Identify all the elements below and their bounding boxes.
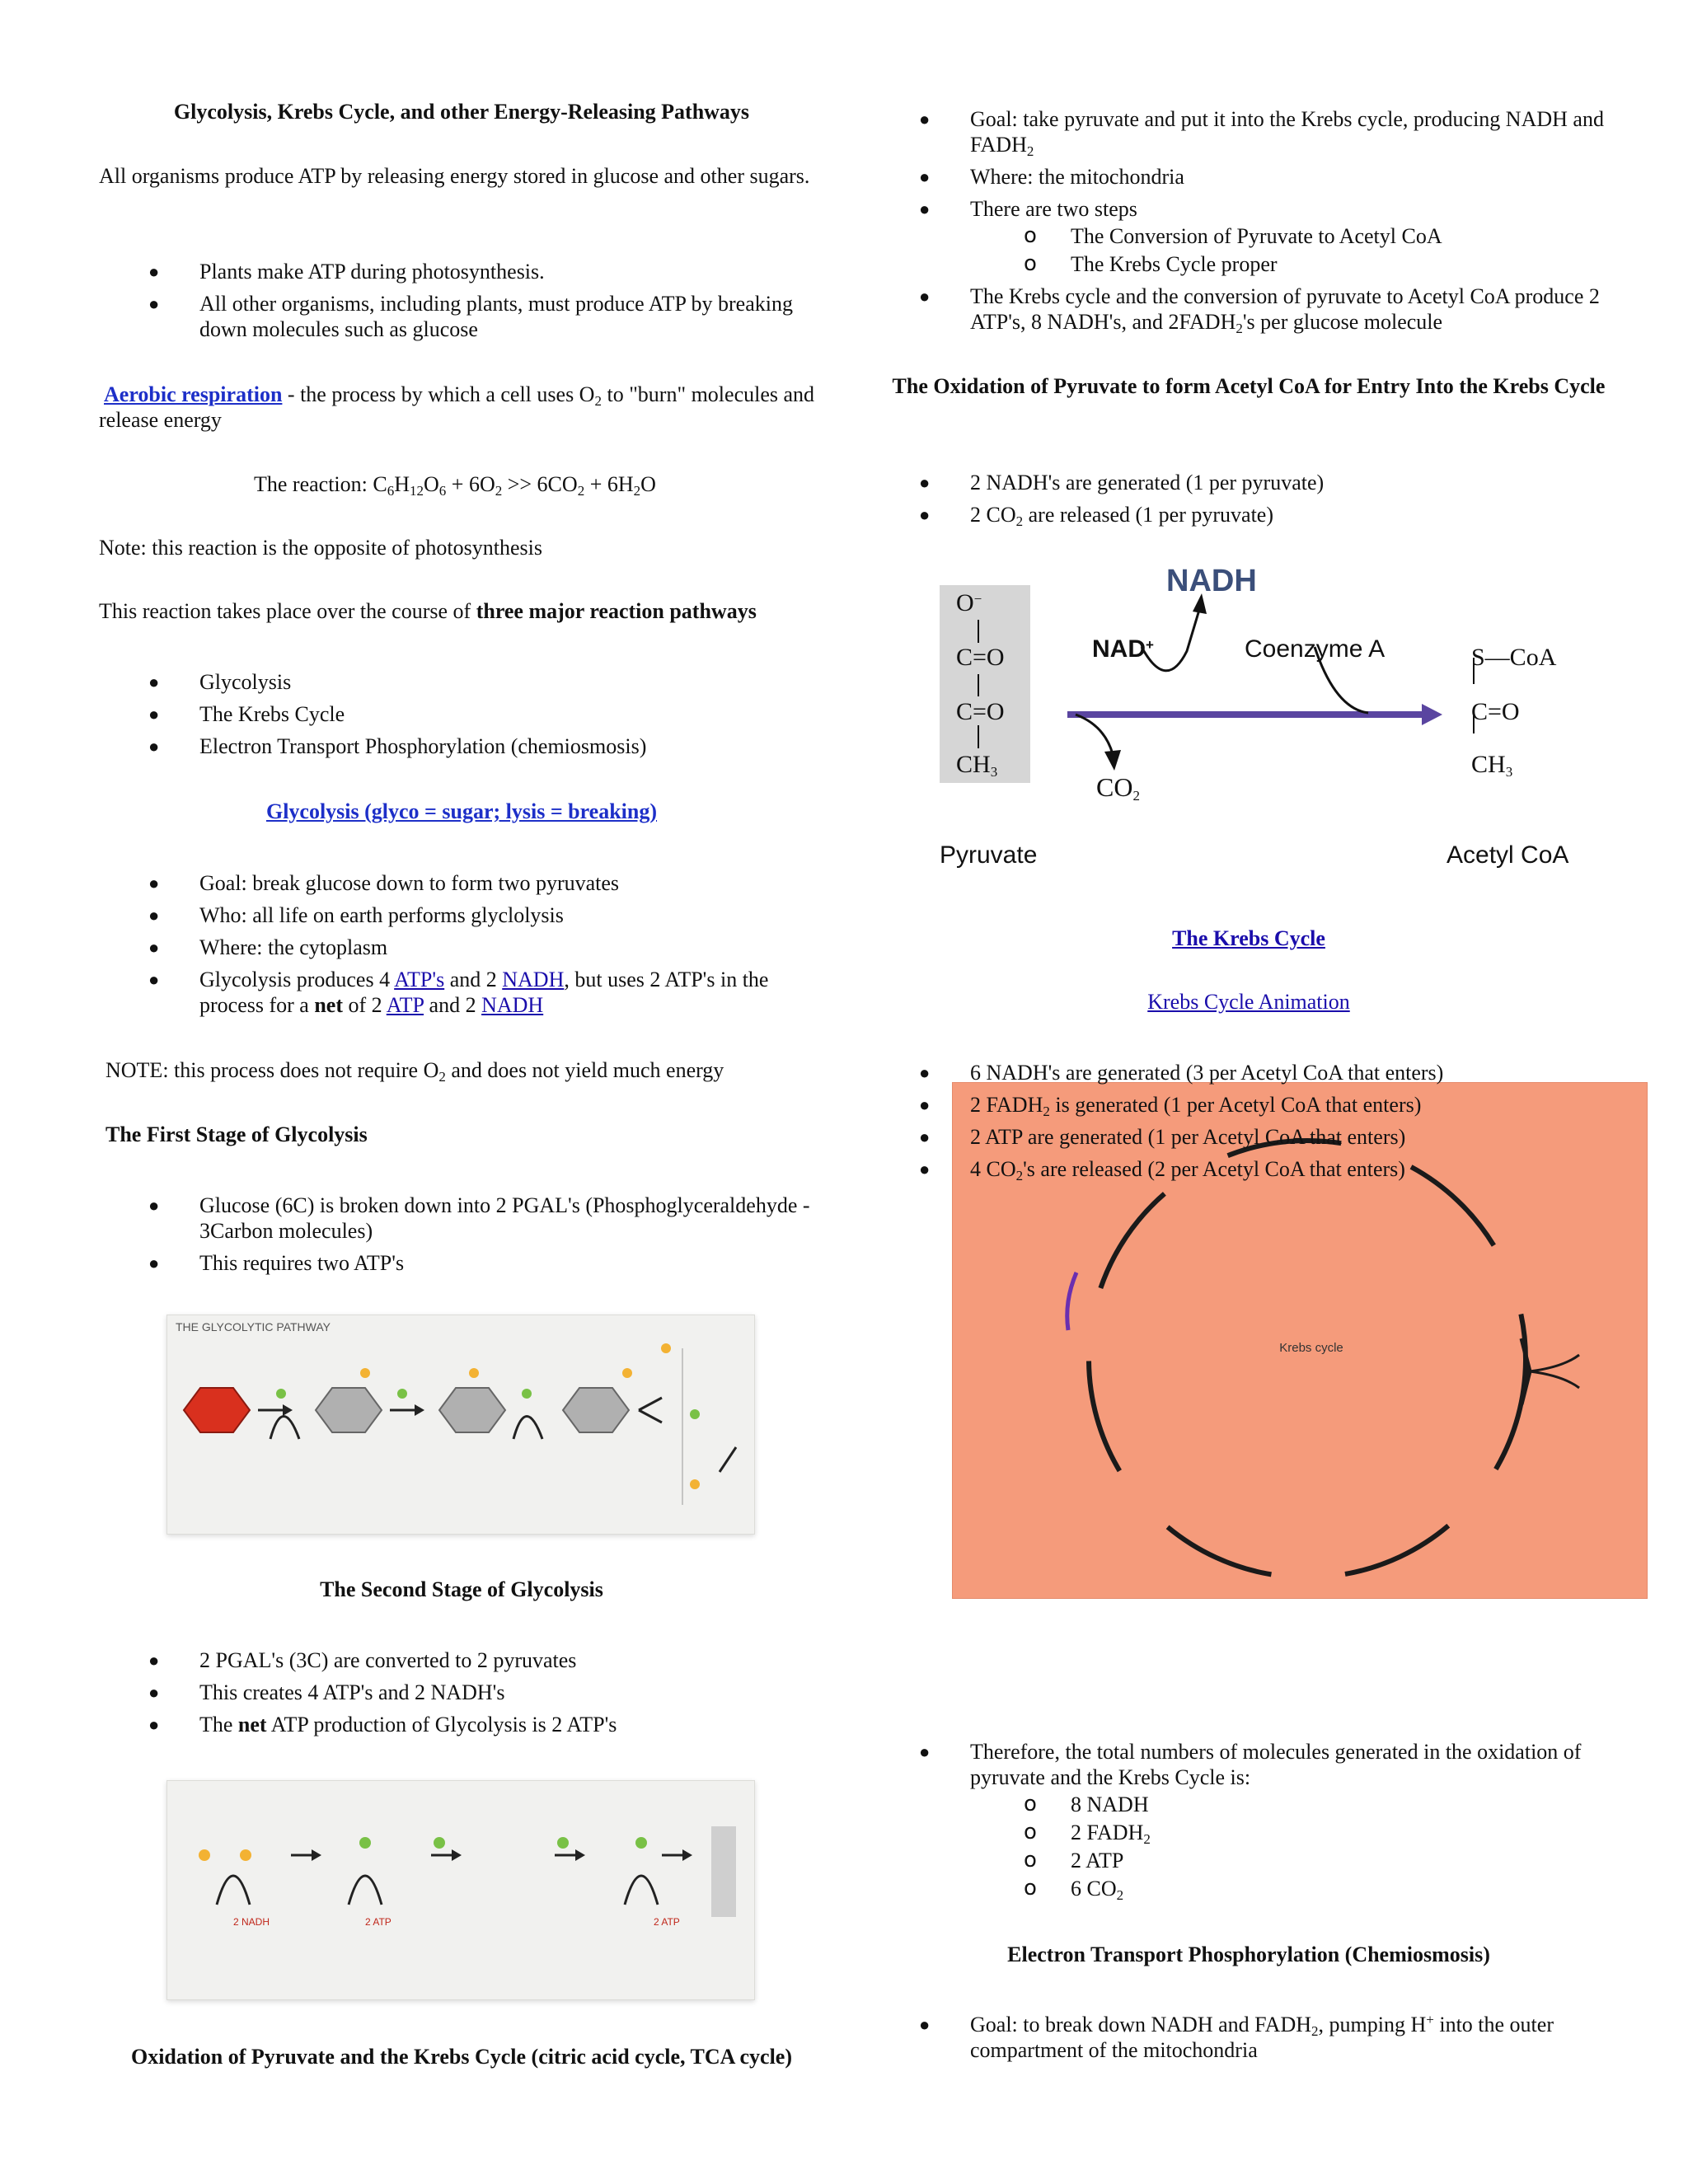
text: Glycolysis produces 4 — [199, 968, 395, 991]
pathways-bold: three major reaction pathways — [476, 599, 757, 623]
list-item: ● 2 $FADH_2$ is generated (1 per Acetyl CoA that enters) — [870, 1092, 1628, 1118]
list-item: ● 2 PGAL's (3C) are converted to 2 pyruvates — [99, 1647, 824, 1673]
list-item: ● The Krebs cycle and the conversion of pyruvate to Acetyl CoA produce 2 ATP's, 8 NADH's, and $2FADH_2's$ per glucose molecule — [870, 284, 1628, 335]
list-item: ● Who: all life on earth performs glyclolysis — [99, 902, 824, 928]
acetyl-coa-label: Acetyl CoA — [1447, 841, 1569, 869]
reaction-label: The reaction: C — [254, 472, 387, 496]
co2-label: $CO_2$ — [1096, 772, 1140, 804]
note-no-oxygen: NOTE: this process does not require $O_2$ and does not yield much energy — [106, 1058, 724, 1085]
pathways-intro — [99, 598, 824, 624]
glycolysis-stage2-diagram — [167, 1781, 754, 1999]
second-stage-bullets — [99, 1647, 824, 1744]
list-item: ● Where: the cytoplasm — [99, 935, 824, 960]
text: and 2 — [424, 993, 482, 1017]
sub-list-item: o 2 ATP — [970, 1848, 1628, 1873]
list-item: ● Glucose (6C) is broken down into 2 PGAL's (Phosphoglyceraldehyde - 3Carbon molecules) — [99, 1193, 824, 1244]
aerobic-respiration-link[interactable]: Aerobic respiration — [104, 382, 283, 406]
glycolysis-stage1-diagram — [167, 1315, 754, 1534]
list-item: ● Goal: break glucose down to form two pyruvates — [99, 870, 824, 896]
page-title: Glycolysis, Krebs Cycle, and other Energy-Releasing Pathways — [173, 100, 750, 124]
list-item: ● Plants make ATP during photosynthesis. — [99, 259, 824, 284]
text: The Krebs cycle and the conversion of pyruvate to Acetyl CoA produce 2 ATP's, 8 NADH's, and 2FADH — [970, 284, 1600, 334]
nadh-link[interactable]: NADH — [502, 968, 565, 991]
krebs-intro-bullets — [870, 106, 1628, 341]
text: There are two steps — [970, 197, 1137, 221]
list-item: ● All other organisms, including plants, must produce ATP by breaking down molecules such as glucose — [99, 291, 824, 342]
aerobic-text: - the process by which a cell uses O — [282, 382, 595, 406]
list-item: ● Electron Transport Phosphorylation (chemiosmosis) — [99, 733, 824, 759]
text: 2 FADH — [970, 1093, 1043, 1117]
coenzyme-a-label: Coenzyme A — [1245, 635, 1386, 663]
text: and does not yield much energy — [445, 1058, 724, 1082]
krebs-bullets — [870, 1060, 1628, 1188]
text: of 2 — [343, 993, 387, 1017]
totals-bullets — [870, 1739, 1628, 1908]
text: 's per glucose molecule — [1242, 310, 1443, 334]
oxidation-bullets — [870, 470, 1628, 534]
krebs-cycle-link[interactable]: The Krebs Cycle — [1172, 926, 1325, 950]
krebs-cycle-heading[interactable] — [870, 926, 1628, 951]
note-opposite: Note: this reaction is the opposite of photosynthesis — [99, 536, 542, 560]
pyruvate-conversion-diagram — [940, 564, 1582, 882]
figure-title: THE GLYCOLYTIC PATHWAY — [176, 1320, 331, 1333]
text: Goal: to break down NADH and FADH — [970, 2013, 1312, 2036]
text: Goal: take pyruvate and put it into the Krebs cycle, producing NADH and FADH — [970, 107, 1604, 157]
conversion-arrows — [940, 564, 1582, 882]
list-item — [870, 196, 1628, 277]
oxidation-heading: Oxidation of Pyruvate and the Krebs Cycle (citric acid cycle, TCA cycle) — [130, 2045, 792, 2069]
nadh-label: NADH — [1166, 564, 1257, 598]
atp-link[interactable]: ATP — [386, 993, 424, 1017]
list-item: ● The Krebs Cycle — [99, 701, 824, 727]
pyruvate-o-minus: O− — [956, 589, 982, 616]
etp-bullets — [870, 2012, 1628, 2069]
krebs-animation-link[interactable]: Krebs Cycle Animation — [1147, 990, 1350, 1014]
list-item — [99, 1712, 824, 1737]
pyruvate-ch3: $CH_3$ — [956, 751, 998, 780]
list-item: ● Goal: to break down NADH and $FADH_2$, pumping H+ into the outer compartment of the mitochondria — [870, 2012, 1628, 2063]
glycolysis-bullets — [99, 870, 824, 1024]
second-stage-heading: The Second Stage of Glycolysis — [320, 1577, 603, 1601]
pyruvate-co-1: C=O — [956, 644, 1005, 671]
aerobic-paragraph: Aerobic respiration - the process by which a cell uses $O_2$ to "burn" molecules and release energy — [99, 382, 815, 432]
steps-sublist — [970, 223, 1628, 277]
acetyl-ch3: $CH_3$ — [1471, 751, 1513, 780]
list-item: ● Where: the mitochondria — [870, 164, 1628, 190]
text: NOTE: this process does not require O — [106, 1058, 439, 1082]
list-item — [99, 967, 824, 1018]
text: ATP production of Glycolysis is 2 ATP's — [266, 1713, 617, 1736]
etp-heading: Electron Transport Phosphorylation (Chemiosmosis) — [1007, 1943, 1490, 1966]
first-stage-heading: The First Stage of Glycolysis — [106, 1122, 368, 1146]
nadh-link-2[interactable]: NADH — [481, 993, 544, 1017]
text: 4 CO — [970, 1157, 1016, 1181]
oxidation-pyruvate-heading: The Oxidation of Pyruvate to form Acetyl CoA for Entry Into the Krebs Cycle — [892, 374, 1606, 398]
list-item: ● This creates 4 ATP's and 2 NADH's — [99, 1680, 824, 1705]
list-item — [870, 1739, 1628, 1901]
pyruvate-label: Pyruvate — [940, 841, 1038, 869]
intro-bullets — [99, 259, 824, 349]
list-item: ● Glycolysis — [99, 669, 824, 695]
glycolysis-heading[interactable] — [99, 799, 824, 824]
list-item: ● 6 NADH's are generated (3 per Acetyl CoA that enters) — [870, 1060, 1628, 1085]
text: Therefore, the total numbers of molecules generated in the oxidation of pyruvate and the Krebs Cycle is: — [970, 1740, 1582, 1789]
reaction-equation: The reaction: $C_6H_{12}O_6 + 6O_2 >> 6CO_2 + 6H_2O$ — [254, 472, 656, 499]
text: is generated (1 per Acetyl CoA that enters) — [1049, 1093, 1422, 1117]
atps-link[interactable]: ATP's — [394, 968, 445, 991]
text: , but uses 2 ATP's in the process for a — [199, 968, 769, 1017]
svg-text:2 NADH: 2 NADH — [233, 1916, 270, 1928]
glycolytic-pathway-figure — [166, 1315, 755, 1535]
acetyl-co: C=O — [1471, 698, 1520, 725]
text: into the outer compartment of the mitochondria — [970, 2013, 1554, 2062]
text: 's are released (2 per Acetyl CoA that enters) — [1023, 1157, 1405, 1181]
sub-list-item: o The Krebs Cycle proper — [970, 251, 1628, 277]
text: are released (1 per pyruvate) — [1023, 503, 1273, 527]
sub-list-item: o 2 $FADH_2$ — [970, 1820, 1628, 1845]
glycolysis-stage2-figure — [166, 1780, 755, 2000]
sub-list-item: o 6 $CO_2$ — [970, 1876, 1628, 1901]
aerobic-text-2: to "burn" molecules and release energy — [99, 382, 815, 432]
pyruvate-co-2: C=O — [956, 698, 1005, 725]
list-item: ● 2 NADH's are generated (1 per pyruvate) — [870, 470, 1628, 495]
svg-text:2 ATP: 2 ATP — [654, 1916, 680, 1928]
text: , pumping H — [1318, 2013, 1427, 2036]
krebs-animation-row — [870, 989, 1628, 1015]
pathways-text: This reaction takes place over the course of — [99, 599, 476, 623]
list-item: ● 2 $CO_2$ are released (1 per pyruvate) — [870, 502, 1628, 527]
text: and 2 — [444, 968, 503, 991]
list-item: ● This requires two ATP's — [99, 1250, 824, 1276]
nad-plus-label: NAD+ — [1092, 635, 1154, 663]
sub-list-item: o 8 NADH — [970, 1792, 1628, 1817]
text: The — [199, 1713, 238, 1736]
net-bold: net — [314, 993, 344, 1017]
pathways-list — [99, 669, 824, 766]
list-item: ● Goal: take pyruvate and put it into the Krebs cycle, producing NADH and $FADH_2$ — [870, 106, 1628, 157]
first-stage-bullets — [99, 1193, 824, 1282]
list-item: ● 4 $CO_2's$ are released (2 per Acetyl CoA that enters) — [870, 1156, 1628, 1182]
intro-paragraph: All organisms produce ATP by releasing energy stored in glucose and other sugars. — [99, 164, 810, 188]
krebs-cycle-center-label: Krebs cycle — [1279, 1341, 1343, 1355]
totals-sublist — [970, 1792, 1628, 1901]
net-bold: net — [237, 1713, 267, 1736]
sub-list-item: o The Conversion of Pyruvate to Acetyl CoA — [970, 223, 1628, 249]
svg-text:2 ATP: 2 ATP — [365, 1916, 392, 1928]
acetyl-scoa: S—CoA — [1471, 644, 1557, 671]
list-item: ● 2 ATP are generated (1 per Acetyl CoA that enters) — [870, 1124, 1628, 1150]
glycolysis-link[interactable]: Glycolysis (glyco = sugar; lysis = breaking) — [265, 799, 658, 823]
text: 2 CO — [970, 503, 1016, 527]
